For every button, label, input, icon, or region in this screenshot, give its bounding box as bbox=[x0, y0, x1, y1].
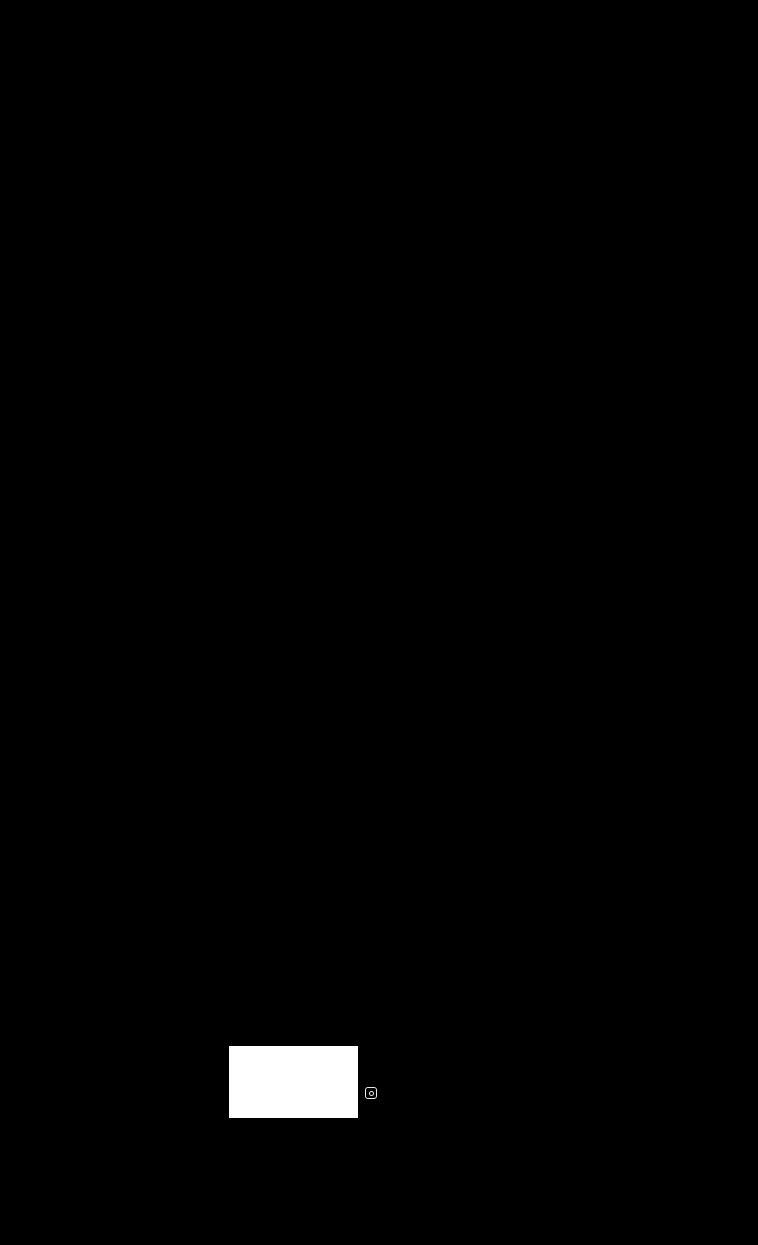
barcode-bars bbox=[229, 1049, 358, 1109]
instagram-handle-row bbox=[365, 1087, 381, 1099]
barcode bbox=[229, 1046, 358, 1118]
instagram-icon bbox=[365, 1087, 377, 1099]
